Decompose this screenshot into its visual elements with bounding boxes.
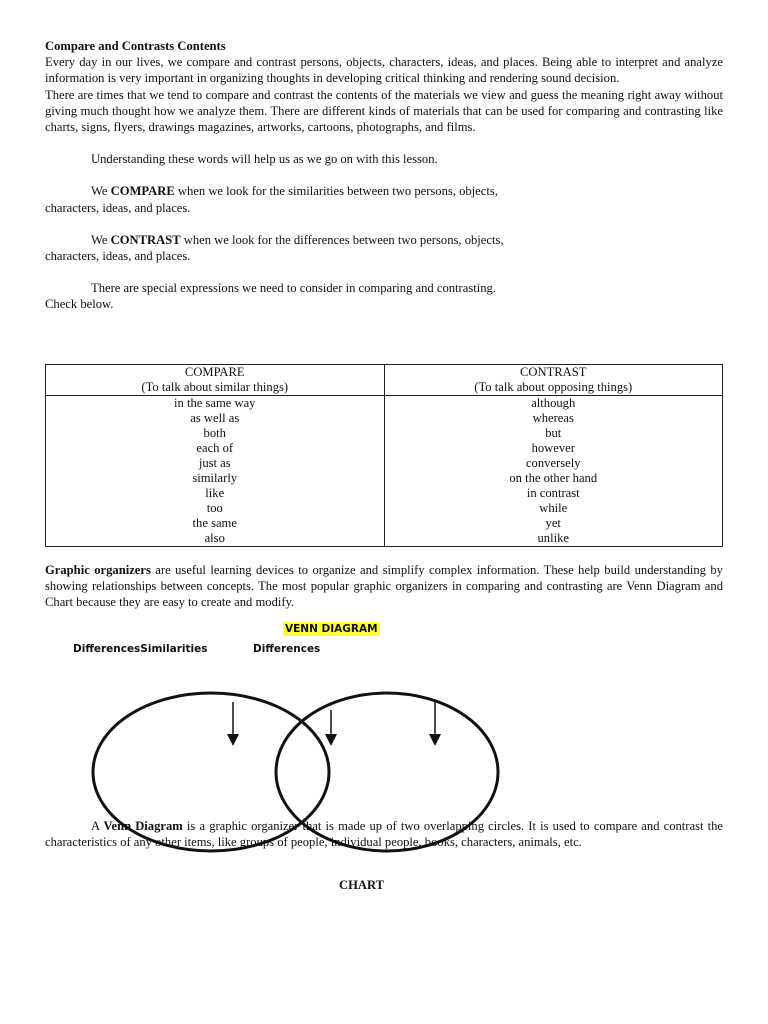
- compare-expression: similarly: [192, 471, 238, 485]
- contrast-expression: whereas: [532, 411, 574, 425]
- compare-definition: We COMPARE when we look for the similarities between two persons, objects,: [91, 184, 498, 199]
- contrast-column-header: CONTRAST (To talk about opposing things): [384, 365, 723, 396]
- compare-expression: like: [205, 486, 225, 500]
- graphic-organizers-paragraph: Graphic organizers are useful learning devices to organize and simplify complex information. These help build understanding by showing relationships between concepts. The most popular graphic organizers in comparing and contrasting are Venn Diagram and Chart because they are easy to create and modify.: [45, 563, 723, 610]
- contrast-expression: but: [545, 426, 562, 440]
- contrast-expression: while: [539, 501, 568, 515]
- compare-keyword: COMPARE: [110, 184, 175, 199]
- compare-definition-cont: characters, ideas, and places.: [45, 200, 191, 215]
- document-title: Compare and Contrasts Contents: [45, 39, 226, 53]
- compare-expression: also: [204, 531, 225, 545]
- contrast-expression: on the other hand: [509, 471, 598, 485]
- contrast-expression: yet: [545, 516, 561, 530]
- contrast-expressions-cell: [384, 396, 723, 547]
- chart-heading: CHART: [338, 878, 385, 892]
- compare-expressions-cell: [46, 396, 385, 547]
- compare-expression: in the same way: [174, 396, 256, 410]
- compare-expression: as well as: [190, 411, 240, 425]
- contrast-expression: conversely: [525, 456, 581, 470]
- contrast-definition-cont: characters, ideas, and places.: [45, 249, 191, 264]
- check-below-line: Check below.: [45, 297, 114, 312]
- contrast-definition: We CONTRAST when we look for the differences between two persons, objects,: [91, 232, 504, 247]
- venn-diagram-title: VENN DIAGRAM: [285, 623, 378, 635]
- venn-label-differences-similarities: DifferencesSimilarities: [73, 643, 208, 655]
- contrast-expression: unlike: [537, 531, 569, 545]
- compare-expression: each of: [196, 441, 234, 455]
- compare-expression: both: [203, 426, 226, 440]
- expressions-table: [45, 364, 723, 547]
- document-page: [45, 38, 724, 850]
- understanding-line: Understanding these words will help us as we go on with this lesson.: [91, 152, 438, 167]
- compare-expression: just as: [198, 456, 231, 470]
- compare-column-header: COMPARE (To talk about similar things): [46, 365, 385, 396]
- compare-expression: the same: [192, 516, 237, 530]
- graphic-organizers-term: Graphic organizers: [45, 563, 151, 577]
- intro-paragraph: Every day in our lives, we compare and contrast persons, objects, characters, ideas, and places. Being able to interpret and analyze information is very important in organizing thoughts in developing critical thinking and rendering sound decision.: [45, 55, 723, 86]
- contrast-keyword: CONTRAST: [110, 232, 181, 247]
- compare-expression: too: [206, 501, 223, 515]
- contrast-expression: although: [531, 396, 576, 410]
- venn-label-differences: Differences: [253, 643, 321, 655]
- special-expressions-line: There are special expressions we need to consider in comparing and contrasting.: [91, 281, 496, 296]
- contrast-expression: in contrast: [526, 486, 580, 500]
- venn-diagram-term: Venn Diagram: [103, 819, 183, 833]
- materials-paragraph: There are times that we tend to compare and contrast the contents of the materials we view and guess the meaning right away without giving much thought how we analyze them. There are different kinds of materials that can be used for comparing and contrasting like charts, signs, flyers, drawings magazines, artworks, cartoons, photographs, and films.: [45, 87, 723, 135]
- contrast-expression: however: [531, 441, 575, 455]
- venn-diagram-paragraph: A Venn Diagram is a graphic organizer that is made up of two overlapping circles. It is used to compare and contrast the characteristics of any other items, like groups of people, individual people, books, characters, animals, etc.: [45, 819, 724, 850]
